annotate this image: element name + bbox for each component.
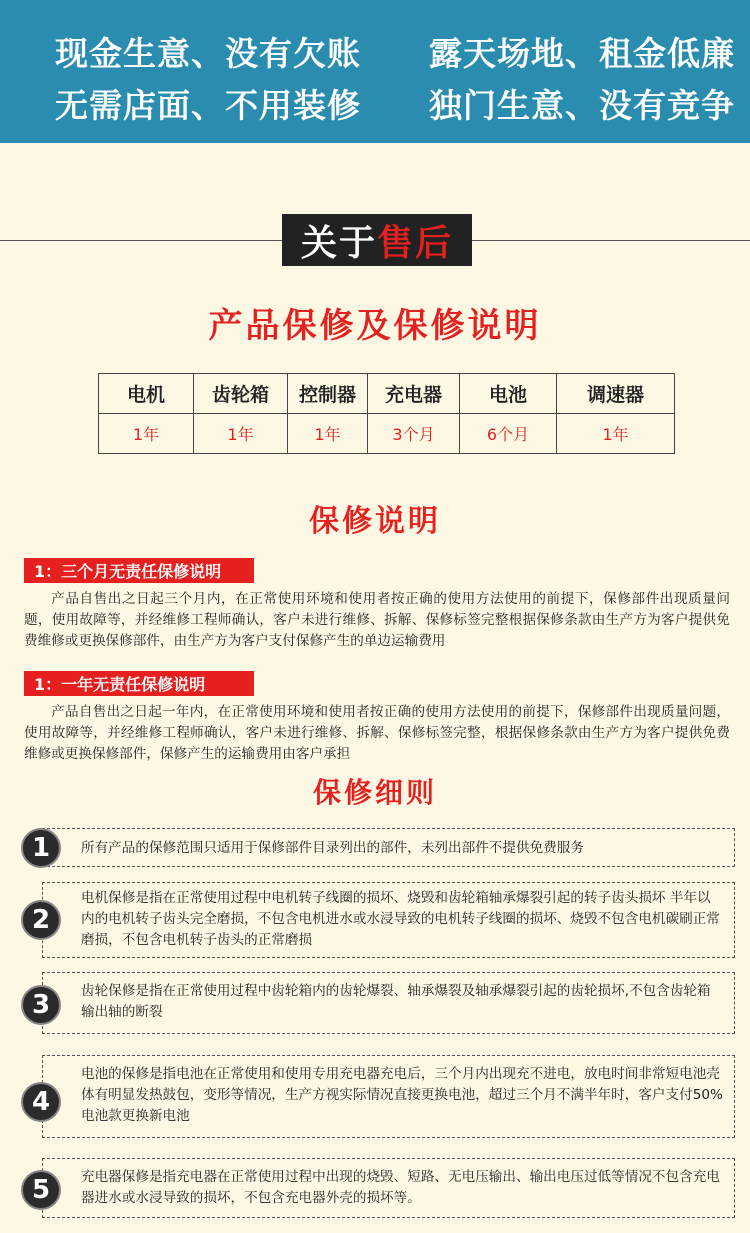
rule-item-2: [42, 882, 735, 958]
explain-paragraph: 产品自售出之日起三个月内，在正常使用环境和使用者按正确的使用方法使用的前提下，保修部件出现质量问题，使用故障等，并经维修工程师确认，客户未进行维修、拆解、保修标签完整根据保修条款由生产方为客户提供免费维修或更换保修部件，由生产方为客户支付保修产生的单边运输费用: [24, 591, 730, 649]
number-3-icon: [21, 985, 61, 1025]
rule-item-4: [42, 1055, 735, 1138]
table-header-cell: 调速器: [557, 374, 675, 414]
table-cell: 1年: [557, 414, 675, 454]
warranty-title: 产品保修及保修说明: [208, 306, 542, 346]
number-5-icon: [21, 1170, 61, 1210]
section-heading-highlight: 售后: [377, 222, 454, 264]
table-cell: 1年: [194, 414, 288, 454]
section-heading-prefix: 关于: [300, 222, 377, 264]
rule-text: 电机保修是指在正常使用过程中电机转子线圈的损坏、烧毁和齿轮箱轴承爆裂引起的转子齿头损坏 半年以内的电机转子齿头完全磨损，不包含电机进水或水浸导致的电机转子线圈的损坏、烧毁不包含电机碳刷正常磨损，不包含电机转子齿头的正常磨损: [81, 890, 720, 948]
rule-text: 电池的保修是指电池在正常使用和使用专用充电器充电后，三个月内出现充不进电，放电时间非常短电池壳体有明显发热鼓包，变形等情况，生产方视实际情况直接更换电池，超过三个月不满半年时，客户支付50%电池款更换新电池: [81, 1066, 723, 1124]
rule-text: 所有产品的保修范围只适用于保修部件目录列出的部件，未列出部件不提供免费服务: [81, 840, 584, 856]
warranty-table: [98, 373, 675, 454]
explain-tag-one-year: 1：一年无责任保修说明: [24, 671, 254, 696]
table-cell: 1年: [288, 414, 368, 454]
rule-number: 5: [31, 1175, 51, 1205]
table-row: [99, 414, 675, 454]
banner-slogan: 无需店面、不用装修: [55, 86, 361, 125]
number-4-icon: [21, 1082, 61, 1122]
banner-slogan: 独门生意、没有竞争: [429, 86, 735, 125]
banner-row-1: [55, 28, 735, 75]
rule-text: 充电器保修是指充电器在正常使用过程中出现的烧毁、短路、无电压输出、输出电压过低等情况不包含充电器进水或水浸导致的损坏，不包含充电器外壳的损坏等。: [81, 1169, 720, 1206]
table-cell: 1年: [99, 414, 194, 454]
rule-number: 1: [31, 833, 51, 863]
rule-item-5: [42, 1158, 735, 1218]
number-1-icon: [21, 828, 61, 868]
rule-number: 3: [31, 990, 51, 1020]
rules-title: 保修细则: [312, 776, 437, 809]
banner-slogan: 露天场地、租金低廉: [429, 34, 735, 73]
number-2-icon: [21, 900, 61, 940]
table-header-cell: 充电器: [368, 374, 460, 414]
rule-item-1: [42, 828, 735, 867]
explain-paragraph: 产品自售出之日起一年内，在正常使用环境和使用者按正确的使用方法使用的前提下，保修部件出现质量问题，使用故障等，并经维修工程师确认，客户未进行维修、拆解、保修标签完整，根据保修条款由生产方为客户提供免费维修或更换保修部件，保修产生的运输费用由客户承担: [24, 704, 730, 762]
top-banner: [0, 0, 750, 143]
explain-tag-three-months: 1：三个月无责任保修说明: [24, 558, 254, 583]
table-header-cell: 齿轮箱: [194, 374, 288, 414]
section-heading: [282, 214, 472, 266]
table-header-cell: 控制器: [288, 374, 368, 414]
table-header-cell: 电池: [460, 374, 557, 414]
table-cell: 6个月: [460, 414, 557, 454]
rule-number: 2: [31, 905, 51, 935]
table-header-row: [99, 374, 675, 414]
rule-number: 4: [31, 1087, 51, 1117]
table-cell: 3个月: [368, 414, 460, 454]
rule-item-3: [42, 972, 735, 1034]
banner-row-2: [55, 80, 735, 127]
rule-text: 齿轮保修是指在正常使用过程中齿轮箱内的齿轮爆裂、轴承爆裂及轴承爆裂引起的齿轮损坏,不包含齿轮箱输出轴的断裂: [81, 983, 711, 1020]
explain-title: 保修说明: [309, 504, 441, 539]
banner-slogan: 现金生意、没有欠账: [55, 34, 361, 73]
table-header-cell: 电机: [99, 374, 194, 414]
